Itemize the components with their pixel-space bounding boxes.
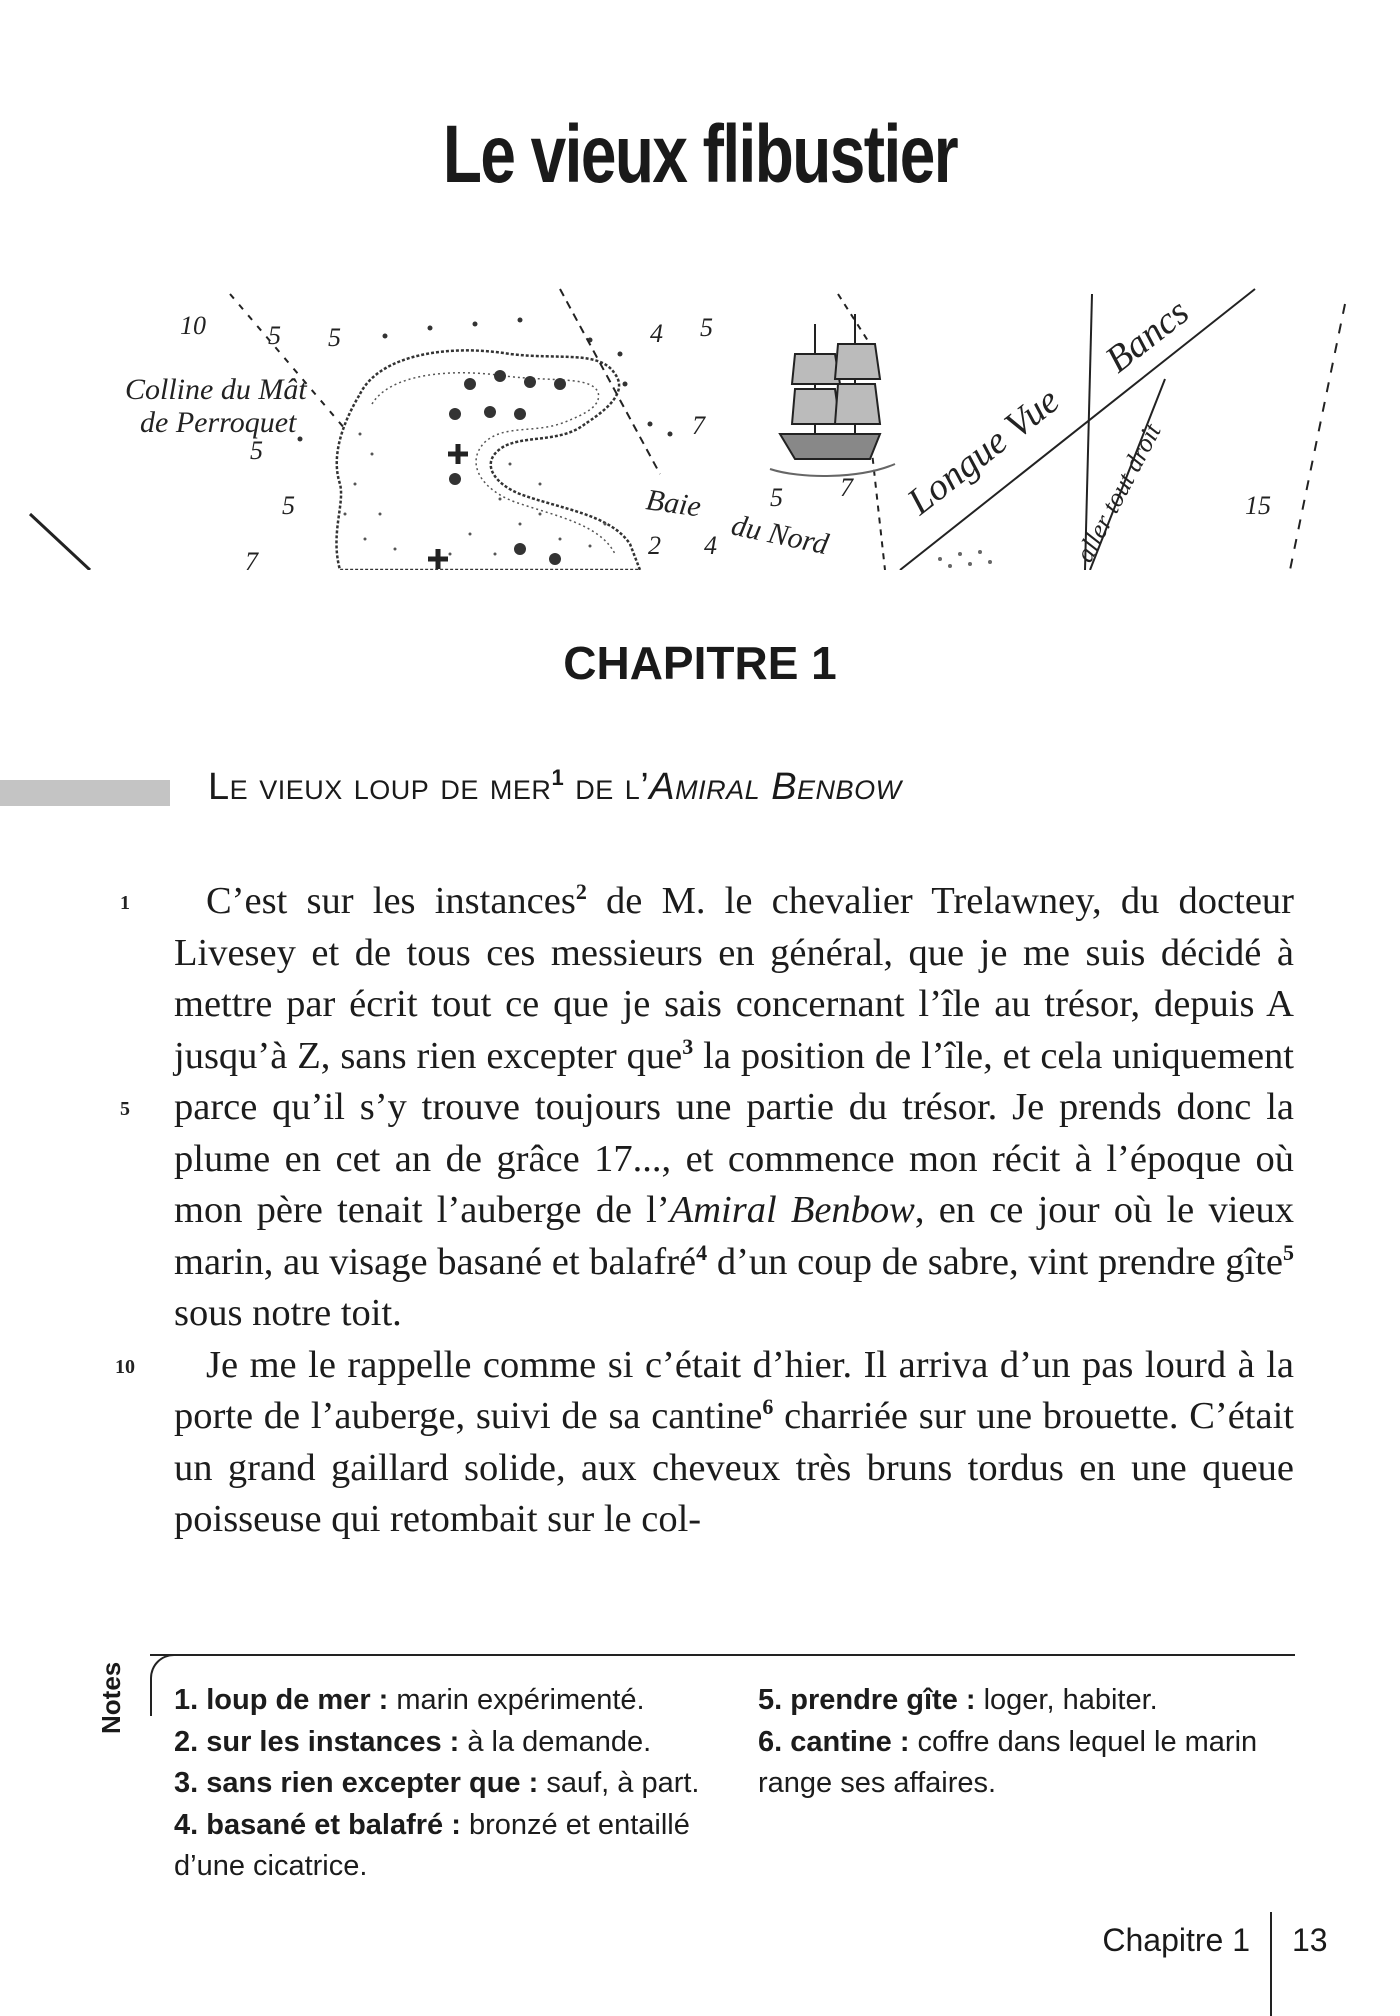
footnote: 6. cantine : coffre dans lequel le marin range ses affaires. (758, 1725, 1258, 1799)
paragraph: C’est sur les instances$^2$ de M. le chevalier Trelawney, du docteur Livesey et de tous ces messieurs en général, que je me suis décidé à mettre par écrit tout ce que je sais concernant l’île au trésor, depuis A jusqu’à Z, sans rien excepter que$^3$ la position de l’île, et cela uniquement parce qu’il s’y trouve toujours une partie du trésor. Je prends donc la plume en cet an de grâce 17..., et commence mon récit à l’époque où mon père tenait l’auberge de l’Amiral Benbow, en ce jour où le vieux marin, au visage basané et balafré$^4$ d’un coup de sabre, vint prendre gîte$^5$ sous notre toit. (174, 879, 1294, 1334)
notes-divider (150, 1654, 1295, 1656)
svg-text:Colline du Mât: Colline du Mât (125, 373, 307, 406)
treasure-map-illustration (0, 284, 1400, 570)
notes-column-right (758, 1680, 1288, 1805)
svg-text:Baie: Baie (644, 483, 704, 524)
island-shape (336, 350, 640, 570)
svg-text:5: 5 (282, 491, 295, 520)
svg-text:4: 4 (704, 531, 717, 560)
footnote: 2. sur les instances : à la demande. (174, 1725, 652, 1758)
chapter-title: Le vieux loup de mer$^1$ de l’Amiral Benbow (208, 765, 902, 808)
paragraph: Je me le rappelle comme si c’était d’hier. Il arriva d’un pas lourd à la porte de l’auberge, suivi de sa cantine$^6$ charriée sur une brouette. C’était un grand gaillard solide, aux cheveux très bruns tordus en une queue poisseuse qui retombait sur le col- (174, 1343, 1294, 1540)
svg-text:Bancs: Bancs (1097, 290, 1197, 382)
cross-icon (428, 444, 468, 569)
line-number: 1 (120, 892, 130, 914)
line-number: 10 (115, 1356, 135, 1378)
svg-text:5: 5 (268, 321, 281, 350)
notes-label: Notes (96, 1661, 126, 1734)
svg-text:15: 15 (1245, 491, 1271, 520)
sailing-ship-icon (770, 314, 895, 476)
svg-text:4: 4 (650, 319, 663, 348)
svg-text:du Nord: du Nord (728, 508, 832, 562)
running-footer-chapter: Chapitre 1 (1102, 1922, 1250, 1958)
footnote: 5. prendre gîte : loger, habiter. (758, 1684, 1158, 1716)
svg-text:Longue Vue: Longue Vue (899, 379, 1068, 524)
footer-divider (1270, 1912, 1272, 2016)
svg-text:7: 7 (692, 411, 705, 440)
part-title: Le vieux flibustier (442, 109, 958, 200)
chapter-title-bar (0, 780, 170, 806)
svg-text:5: 5 (770, 483, 783, 512)
svg-text:5: 5 (250, 436, 263, 465)
line-number: 5 (120, 1098, 130, 1120)
svg-text:de Perroquet: de Perroquet (140, 406, 297, 439)
page-number: 13 (1292, 1922, 1328, 1958)
tree-icon (449, 370, 566, 565)
svg-text:5: 5 (328, 323, 341, 352)
svg-text:5: 5 (700, 313, 713, 342)
notes-column-left (174, 1680, 734, 1888)
svg-text:aller tout droit: aller tout droit (1069, 418, 1167, 567)
footnote: 4. basané et balafré : bronzé et entaillé d’une cicatrice. (174, 1808, 690, 1882)
footnote: 1. loup de mer : marin expérimenté. (174, 1684, 645, 1716)
svg-text:10: 10 (180, 311, 206, 340)
footnote: 3. sans rien excepter que : sauf, à part. (174, 1767, 700, 1799)
svg-text:7: 7 (245, 547, 258, 570)
chapter-number: CHAPITRE 1 (563, 637, 837, 689)
body-text (174, 876, 1294, 1546)
svg-text:2: 2 (648, 531, 661, 560)
svg-text:7: 7 (840, 473, 853, 502)
